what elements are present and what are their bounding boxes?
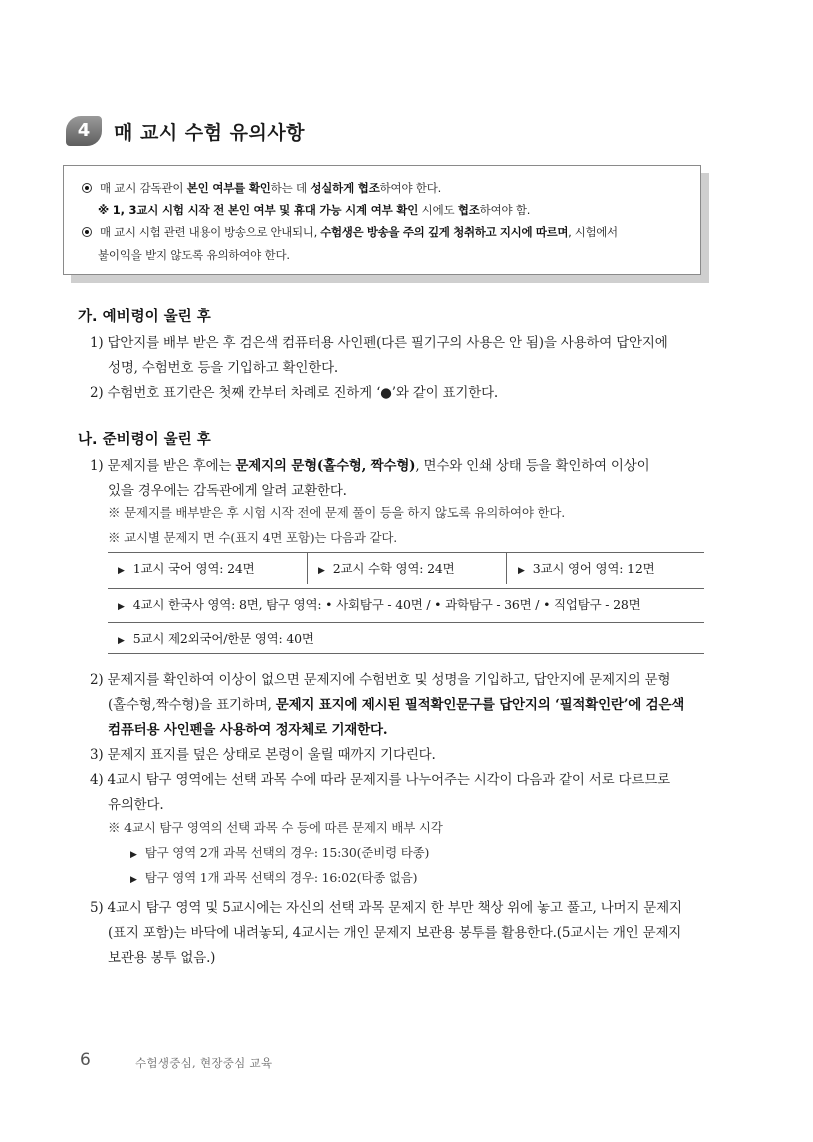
triangle-bullet-icon: ▶	[130, 850, 137, 860]
na-item-4-line-2: 유의한다.	[108, 797, 164, 813]
table-cell: ▶ 4교시 한국사 영역: 8면, 탐구 영역: • 사회탐구 - 40면 / • 과학탐구 - 36면 / • 직업탐구 - 28면	[118, 597, 641, 612]
na-note-1: ※ 문제지를 배부받은 후 시험 시작 전에 문제 풀이 등을 하지 않도록 유의하여야 한다.	[108, 505, 566, 520]
ga-item-1-line-2: 성명, 수험번호 등을 기입하고 확인한다.	[108, 360, 339, 376]
na-item-1-line-1: 1) 문제지를 받은 후에는 문제지의 문형(홀수형, 짝수형), 면수와 인쇄 상태 등을 확인하여 이상이	[90, 458, 650, 474]
notice-line-3: 매 교시 시험 관련 내용이 방송으로 안내되니, 수험생은 방송을 주의 깊게 청취하고 지시에 따르며, 시험에서	[82, 224, 618, 240]
na-item-5-line-1: 5) 4교시 탐구 영역 및 5교시에는 자신의 선택 과목 문제지 한 부만 책상 위에 놓고 풀고, 나머지 문제지	[90, 900, 682, 916]
triangle-bullet-icon: ▶	[318, 566, 325, 576]
table-cell: ▶ 5교시 제2외국어/한문 영역: 40면	[118, 631, 314, 646]
table-cell: ▶ 1교시 국어 영역: 24면	[118, 561, 255, 576]
na-item-2-line-2: (홀수형,짝수형)을 표기하며, 문제지 표지에 제시된 필적확인문구를 답안지의 ‘필적확인란’에 검은색	[108, 697, 685, 713]
ga-item-2: 2) 수험번호 표기란은 첫째 칸부터 차례로 진하게 ‘●’와 같이 표기한다.	[90, 385, 498, 401]
na-item-5-line-2: (표지 포함)는 바닥에 내려놓되, 4교시는 개인 문제지 보관용 봉투를 활용한다.(5교시는 개인 문제지	[108, 925, 682, 941]
notice-line-1: 매 교시 감독관이 본인 여부를 확인하는 데 성실하게 협조하여야 한다.	[82, 180, 441, 196]
triangle-bullet-icon: ▶	[118, 636, 125, 646]
na-sub-item-1: ▶ 탐구 영역 2개 과목 선택의 경우: 15:30(준비령 타종)	[130, 845, 430, 860]
triangle-bullet-icon: ▶	[118, 602, 125, 612]
footer-text: 수험생중심, 현장중심 교육	[135, 1056, 273, 1070]
table-cell: ▶ 2교시 수학 영역: 24면	[318, 561, 455, 576]
table-cell: ▶ 3교시 영어 영역: 12면	[518, 561, 655, 576]
circle-bullet-icon	[82, 227, 92, 237]
notice-box	[63, 165, 701, 275]
section-number-badge: 4	[66, 116, 102, 146]
na-sub-item-2: ▶ 탐구 영역 1개 과목 선택의 경우: 16:02(타종 없음)	[130, 870, 418, 885]
na-item-3: 3) 문제지 표지를 덮은 상태로 본령이 울릴 때까지 기다린다.	[90, 747, 436, 763]
na-note-2: ※ 교시별 문제지 면 수(표지 4면 포함)는 다음과 같다.	[108, 530, 397, 545]
table-row	[108, 588, 704, 620]
ga-item-1-line-1: 1) 답안지를 배부 받은 후 검은색 컴퓨터용 사인펜(다른 필기구의 사용은 안 됨)을 사용하여 답안지에	[90, 335, 668, 351]
triangle-bullet-icon: ▶	[518, 566, 525, 576]
subsection-heading-na: 나. 준비령이 울린 후	[78, 432, 211, 448]
triangle-bullet-icon: ▶	[130, 875, 137, 885]
table-row	[108, 622, 704, 654]
na-item-2-line-1: 2) 문제지를 확인하여 이상이 없으면 문제지에 수험번호 및 성명을 기입하고, 답안지에 문제지의 문형	[90, 672, 671, 688]
page-number: 6	[80, 1050, 91, 1070]
circle-bullet-icon	[82, 183, 92, 193]
na-item-4-line-1: 4) 4교시 탐구 영역에는 선택 과목 수에 따라 문제지를 나누어주는 시각이 다음과 같이 서로 다르므로	[90, 772, 670, 788]
notice-line-4: 불이익을 받지 않도록 유의하여야 한다.	[98, 248, 290, 262]
notice-line-2: ※ 1, 3교시 시험 시작 전 본인 여부 및 휴대 가능 시계 여부 확인 시에도 협조하여야 함.	[98, 203, 531, 217]
na-item-1-line-2: 있을 경우에는 감독관에게 알려 교환한다.	[108, 483, 347, 499]
section-title: 매 교시 수험 유의사항	[114, 122, 306, 144]
na-item-2-line-3: 컴퓨터용 사인펜을 사용하여 정자체로 기재한다.	[108, 722, 388, 738]
na-item-5-line-3: 보관용 봉투 없음.)	[108, 950, 216, 966]
table-row	[108, 552, 704, 584]
section-heading	[66, 116, 706, 150]
table-divider	[506, 553, 507, 584]
triangle-bullet-icon: ▶	[118, 566, 125, 576]
na-note-3: ※ 4교시 탐구 영역의 선택 과목 수 등에 따른 문제지 배부 시각	[108, 820, 443, 835]
table-divider	[307, 553, 308, 584]
subsection-heading-ga: 가. 예비령이 울린 후	[78, 309, 211, 325]
